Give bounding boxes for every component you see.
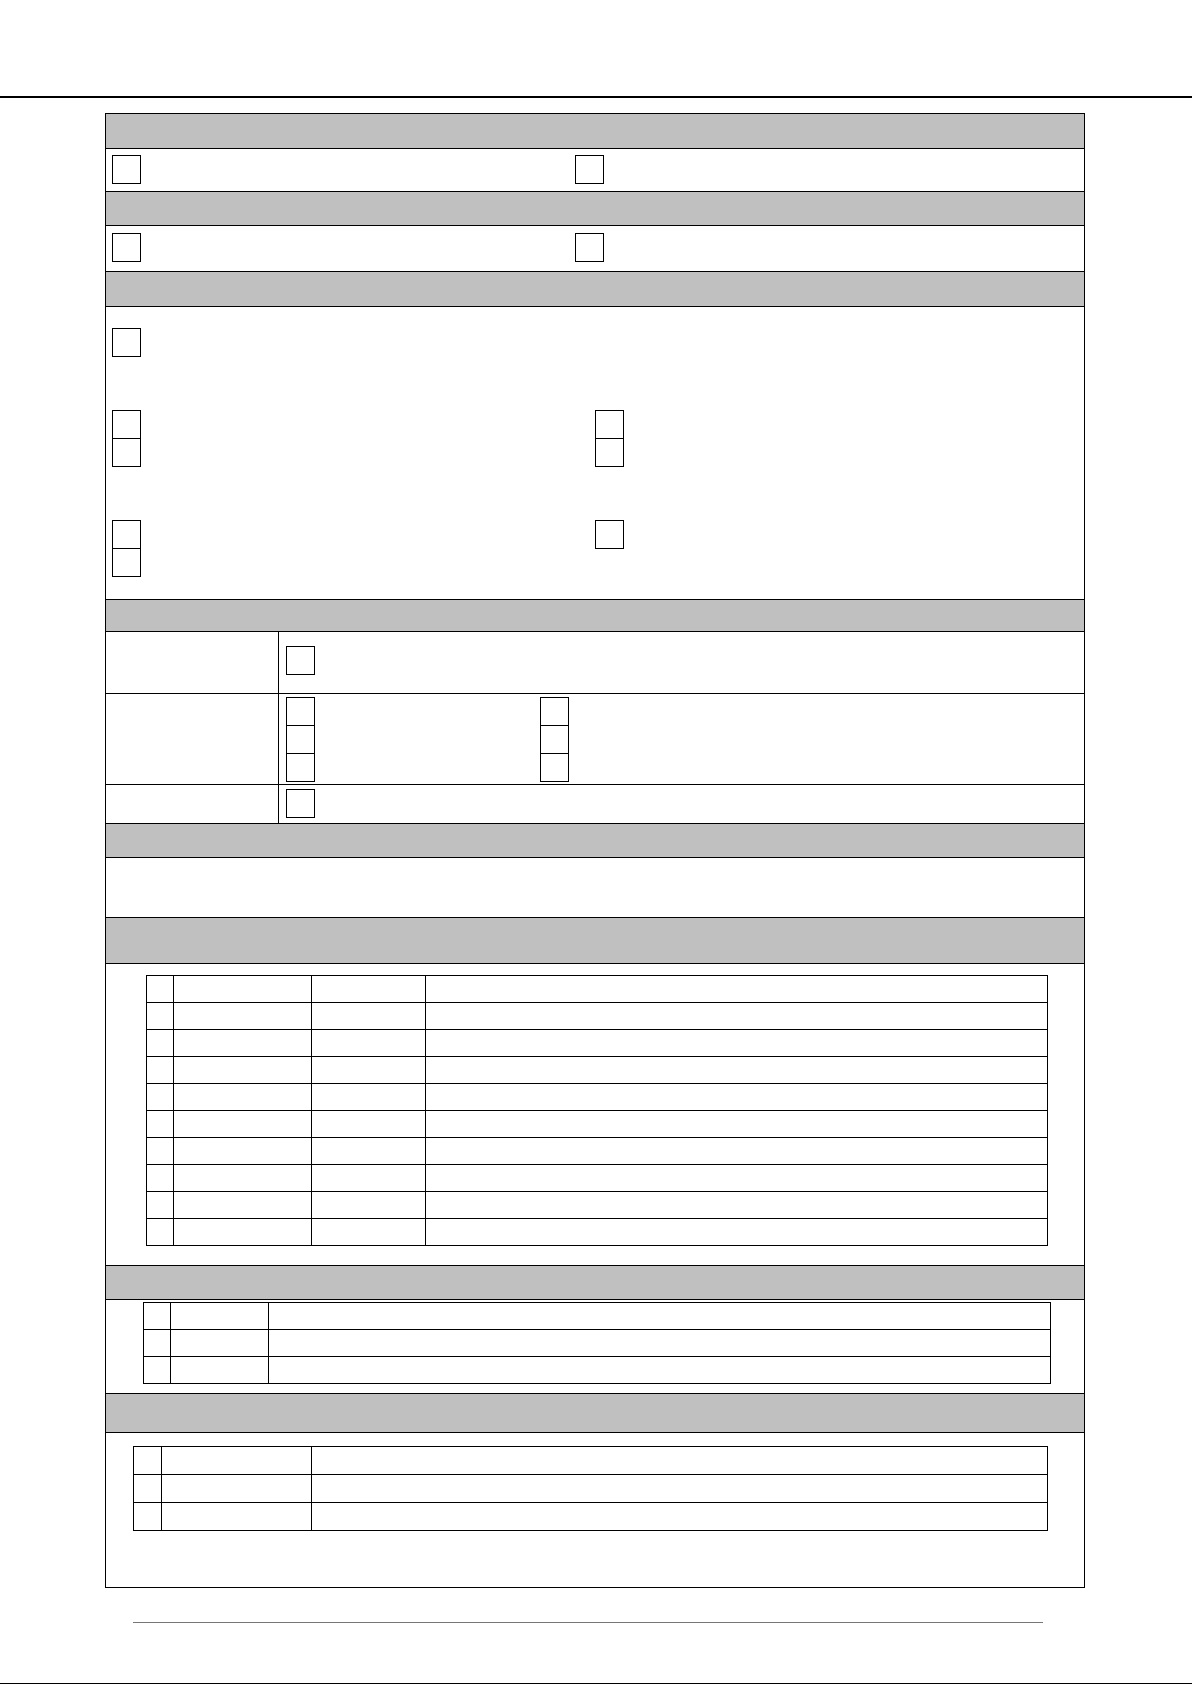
section-6-cell[interactable] [312,1192,426,1219]
section-6-cell[interactable] [174,976,312,1003]
section-6-cell[interactable] [147,1084,174,1111]
section-6-cell[interactable] [426,1165,1048,1192]
section-6-row [147,976,1048,1003]
section-8-table [133,1446,1048,1531]
section-3-checkbox-7[interactable] [112,548,141,577]
section-6-cell[interactable] [426,1030,1048,1057]
section-3-checkbox-6[interactable] [112,520,141,549]
section-6-row [147,1084,1048,1111]
section-6-header [106,917,1084,964]
section-6-row [147,1192,1048,1219]
section-7-cell[interactable] [144,1357,171,1384]
section-3-checkbox-3[interactable] [112,438,141,467]
section-6-cell[interactable] [174,1138,312,1165]
section-6-cell[interactable] [426,1057,1048,1084]
section-3-checkbox-8[interactable] [595,520,624,549]
section-3-header [106,271,1084,307]
section-4-row-3-checkbox[interactable] [286,789,315,818]
section-6-row [147,1003,1048,1030]
section-6-cell[interactable] [174,1111,312,1138]
section-2-checkbox-1[interactable] [112,233,141,262]
section-4-row-2-checkbox-2[interactable] [286,725,315,754]
section-3-checkbox-4[interactable] [595,410,624,439]
section-8-cell[interactable] [162,1503,312,1531]
section-6-cell[interactable] [312,1057,426,1084]
section-8-cell[interactable] [162,1447,312,1475]
section-4-row-2-checkbox-6[interactable] [540,753,569,782]
section-6-cell[interactable] [147,1219,174,1246]
section-6-row [147,1138,1048,1165]
section-6-cell[interactable] [147,1165,174,1192]
section-6-cell[interactable] [174,1192,312,1219]
section-6-cell[interactable] [426,1003,1048,1030]
section-6-cell[interactable] [174,1084,312,1111]
section-8-row [134,1475,1048,1503]
section-3-checkbox-5[interactable] [595,438,624,467]
section-6-cell[interactable] [147,1192,174,1219]
section-7-table [143,1302,1051,1384]
section-1-checkbox-1[interactable] [112,155,141,184]
section-4-row-2-checkbox-5[interactable] [540,725,569,754]
footer-rule [133,1622,1043,1623]
section-8-cell[interactable] [134,1503,162,1531]
section-8-cell[interactable] [134,1447,162,1475]
section-7-cell[interactable] [269,1357,1051,1384]
section-6-cell[interactable] [147,1057,174,1084]
section-6-cell[interactable] [426,1111,1048,1138]
bottom-rule [0,1683,1192,1684]
section-7-cell[interactable] [269,1303,1051,1330]
section-6-cell[interactable] [426,1084,1048,1111]
section-7-row [144,1357,1051,1384]
section-8-cell[interactable] [312,1503,1048,1531]
section-6-cell[interactable] [312,976,426,1003]
section-7-cell[interactable] [171,1303,269,1330]
section-6-cell[interactable] [312,1030,426,1057]
section-1-checkbox-2[interactable] [575,155,604,184]
section-6-cell[interactable] [147,1030,174,1057]
section-4-row-rule-2 [106,784,1085,785]
section-6-cell[interactable] [147,1003,174,1030]
section-8-cell[interactable] [134,1475,162,1503]
section-6-row [147,1165,1048,1192]
section-7-row [144,1303,1051,1330]
section-2-checkbox-2[interactable] [575,233,604,262]
section-7-cell[interactable] [144,1303,171,1330]
section-6-cell[interactable] [312,1084,426,1111]
section-6-cell[interactable] [426,1192,1048,1219]
section-3-checkbox-2[interactable] [112,410,141,439]
section-6-cell[interactable] [147,1111,174,1138]
section-6-cell[interactable] [174,1057,312,1084]
section-8-cell[interactable] [312,1475,1048,1503]
section-8-cell[interactable] [312,1447,1048,1475]
section-4-divider [278,632,279,823]
section-6-cell[interactable] [174,1003,312,1030]
section-8-row [134,1447,1048,1475]
section-7-cell[interactable] [144,1330,171,1357]
form-container [105,113,1085,1588]
section-6-cell[interactable] [147,976,174,1003]
section-7-header [106,1265,1084,1300]
section-4-row-rule-1 [106,693,1085,694]
section-7-row [144,1330,1051,1357]
section-6-cell[interactable] [312,1138,426,1165]
section-4-row-2-checkbox-3[interactable] [286,753,315,782]
section-4-row-1-checkbox[interactable] [286,646,315,675]
section-8-row [134,1503,1048,1531]
section-6-cell[interactable] [147,1138,174,1165]
section-6-cell[interactable] [312,1165,426,1192]
section-6-cell[interactable] [174,1030,312,1057]
section-7-cell[interactable] [171,1357,269,1384]
section-5-header [106,823,1084,858]
section-6-cell[interactable] [426,1219,1048,1246]
section-7-cell[interactable] [269,1330,1051,1357]
section-6-cell[interactable] [312,1111,426,1138]
section-7-cell[interactable] [171,1330,269,1357]
section-4-header [106,599,1084,632]
section-6-table [146,975,1048,1246]
section-6-cell[interactable] [174,1165,312,1192]
section-3-checkbox-1[interactable] [112,328,141,357]
section-8-header [106,1393,1084,1433]
section-6-row [147,1219,1048,1246]
section-4-row-2-checkbox-1[interactable] [286,697,315,726]
section-6-cell[interactable] [426,976,1048,1003]
section-6-cell[interactable] [174,1219,312,1246]
section-6-row [147,1057,1048,1084]
section-8-cell[interactable] [162,1475,312,1503]
section-6-cell[interactable] [312,1003,426,1030]
top-rule [0,96,1192,98]
section-4-row-2-checkbox-4[interactable] [540,697,569,726]
section-6-row [147,1111,1048,1138]
section-6-cell[interactable] [426,1138,1048,1165]
section-6-cell[interactable] [312,1219,426,1246]
section-2-header [106,191,1084,226]
section-1-header [106,114,1084,149]
section-5-text-area[interactable] [106,858,1085,917]
section-6-row [147,1030,1048,1057]
